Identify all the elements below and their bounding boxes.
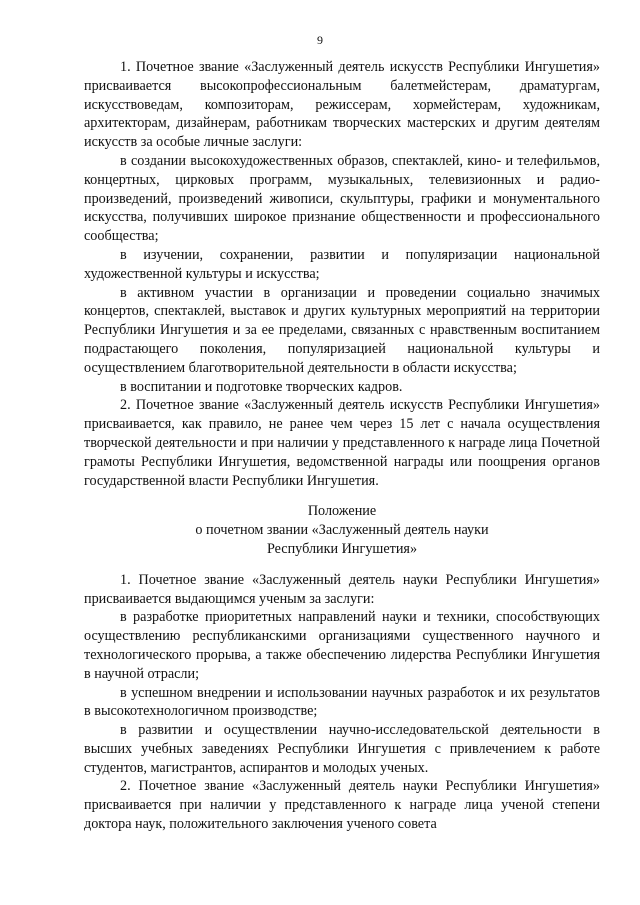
paragraph: в разработке приоритетных направлений науки и техники, способствующих осуществлению республиканскими организациями существенного научного и технологического прорыва, а также обеспечению лидерства Республики Ингушетия в научной отрасли; — [84, 609, 600, 682]
document-body — [84, 58, 600, 834]
paragraph: в создании высокохудожественных образов, спектаклей, кино- и телефильмов, концертных, цирковых программ, музыкальных, телевизионных и радио-произведений, произведений живописи, скульптуры, графики и монументального искусства, получивших широкое признание общественности и профессионального сообщества; — [84, 152, 600, 245]
paragraph: в изучении, сохранении, развитии и популяризации национальной художественной культуры и искусства; — [84, 246, 600, 282]
paragraph: в активном участии в организации и проведении социально значимых концертов, спектаклей, выставок и других культурных мероприятий на территории Республики Ингушетия и за ее пределами, связанных с нравственным воспитанием подрастающего поколения, популяризацией национальной культуры и осуществлением благотворительной деятельности в области искусства; — [84, 284, 600, 376]
paragraph: 2. Почетное звание «Заслуженный деятель науки Республики Ингушетия» присваивается при наличии у представленного к награде лица ученой степени доктора наук, положительного заключения ученого совета — [84, 778, 600, 833]
paragraph: в развитии и осуществлении научно-исследовательской деятельности в высших учебных заведениях Республики Ингушетия с привлечением к работе студентов, магистрантов, аспирантов и молодых ученых. — [84, 722, 600, 776]
paragraph: 2. Почетное звание «Заслуженный деятель искусств Республики Ингушетия» присваивается, как правило, не ранее чем через 15 лет с начала осуществления творческой деятельности и при наличии у представленного к награде лица Почетной грамоты Республики Ингушетия, ведомственной награды или поощрения органов государственной власти Республики Ингушетия. — [84, 397, 600, 489]
paragraph: 1. Почетное звание «Заслуженный деятель искусств Республики Ингушетия» присваивается высокопрофессиональным балетмейстерам, драматургам, искусствоведам, композиторам, режиссерам, хормейстерам, художникам, архитекторам, дизайнерам, работникам творческих мастерских и другим деятелям искусств за особые личные заслуги: — [84, 59, 600, 151]
heading-line: Положение — [307, 503, 377, 520]
heading-line: о почетном звании «Заслуженный деятель науки — [195, 522, 489, 539]
spacer — [84, 559, 600, 571]
paragraph: в воспитании и подготовке творческих кадров. — [120, 378, 403, 395]
paragraph: в успешном внедрении и использовании научных разработок и их результатов в высокотехнологичном производстве; — [84, 684, 600, 720]
heading-line: Республики Ингушетия» — [266, 540, 418, 557]
section-heading — [84, 502, 600, 558]
page-number: 9 — [317, 33, 323, 47]
paragraph: 1. Почетное звание «Заслуженный деятель науки Республики Ингушетия» присваивается выдающимся ученым за заслуги: — [84, 571, 600, 607]
